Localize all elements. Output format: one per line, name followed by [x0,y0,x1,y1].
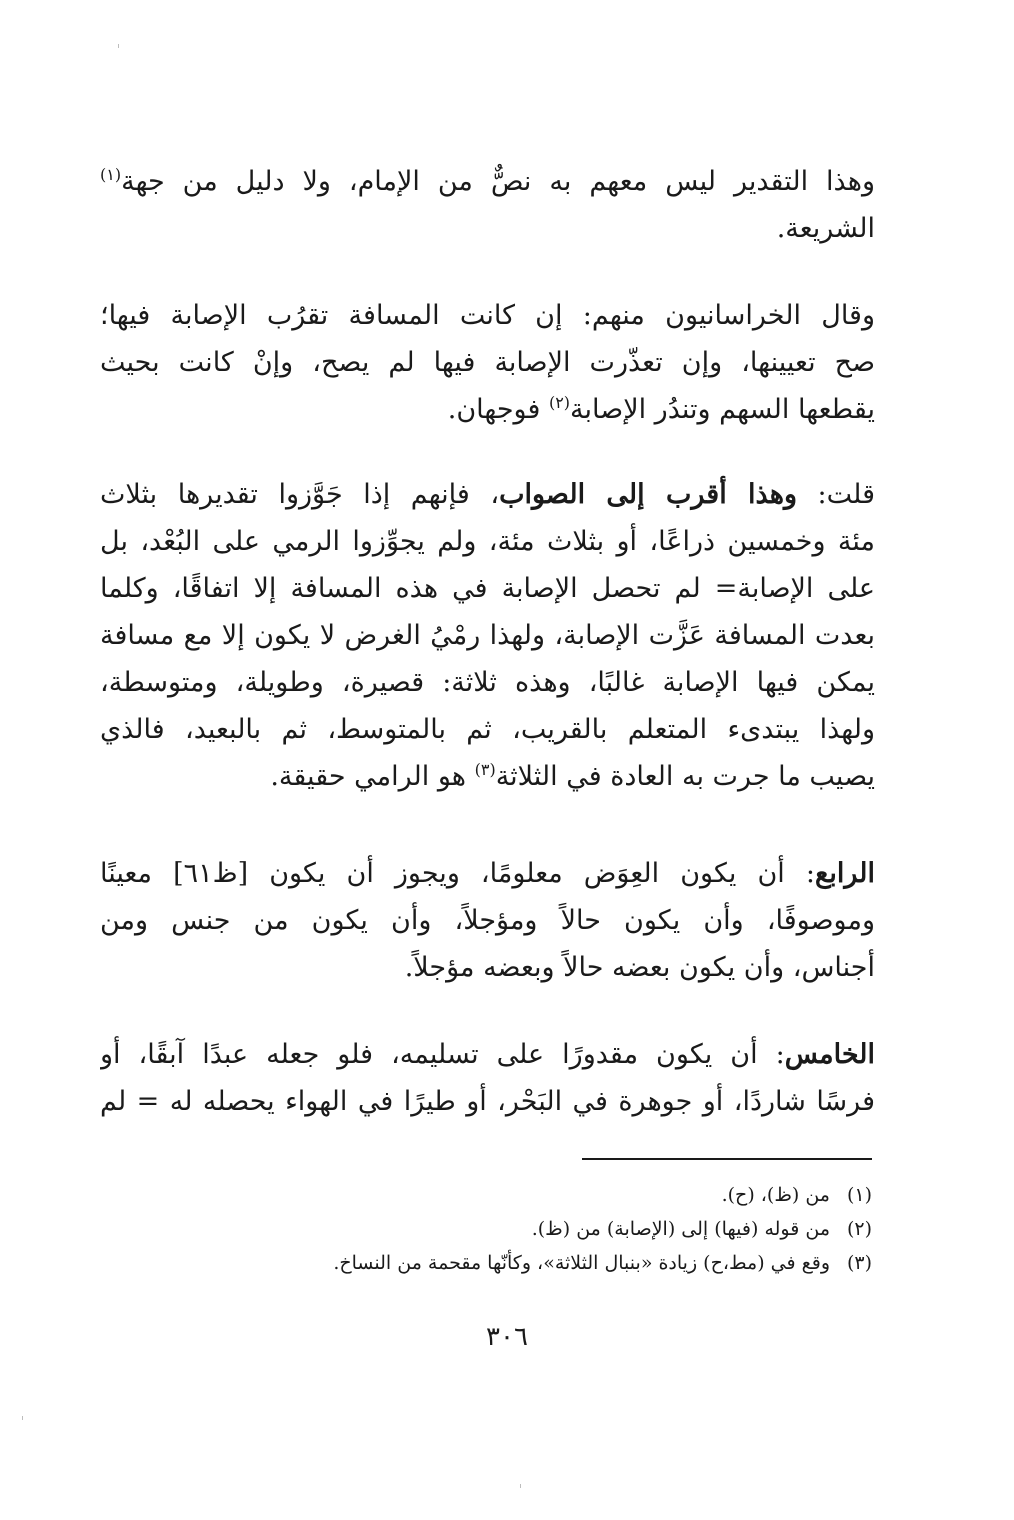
bold-phrase: وهذا أقرب إلى الصواب [499,479,798,510]
text-line: يقطعها السهم وتندُر الإصابة$^{(٢)}$ فوجهان. [447,393,875,425]
text-line: فرسًا شاردًا، أو جوهرة في البَحْر، أو طيرًا في الهواء يحصله له = لم [100,1086,875,1117]
section-heading-fifth: الخامس [784,1039,875,1070]
text-line: وموصوفًا، وأن يكون حالاً ومؤجلاً، وأن يكون من جنس ومن [100,905,875,936]
footnote-text: وقع في (مط،ح) زيادة «بنبال الثلاثة»، وكأنّها مقحمة من النساخ. [333,1252,830,1274]
text-line: وقال الخراسانيون منهم: إن كانت المسافة تقرُب الإصابة فيها؛ [100,300,875,331]
text-line: وهذا التقدير ليس معهم به نصٌّ من الإمام، ولا دليل من جهة$^{(١)}$ [100,165,875,197]
text-line: يمكن فيها الإصابة غالبًا، وهذه ثلاثة: قصيرة، وطويلة، ومتوسطة، [100,667,875,698]
section-heading-fourth: الرابع [814,858,875,889]
footnote-2 [172,1212,872,1246]
text-line: أجناس، وأن يكون بعضه حالاً وبعضه مؤجلاً. [404,952,875,983]
paragraph-2 [100,292,875,433]
footnote-number: (١) [846,1184,872,1206]
footnote-text: من (ظ)، (ح). [721,1184,830,1206]
scan-speck [118,44,119,48]
text-line: ولهذا يبتدىء المتعلم بالقريب، ثم بالمتوسط، ثم بالبعيد، فالذي [100,714,875,745]
text-line: الخامس: أن يكون مقدورًا على تسليمه، فلو جعله عبدًا آبقًا، أو [100,1039,875,1070]
page-number: ٣٠٦ [486,1322,528,1352]
text-line: الرابع: أن يكون العِوَض معلومًا، ويجوز أن يكون [ظ٦١] معينًا [100,858,875,889]
text-line: مئة وخمسين ذراعًا، أو بثلاث مئة، ولم يجوِّزوا الرمي على البُعْد، بل [100,526,875,557]
footnote-ref-3[interactable]: (٣) [474,760,496,779]
scan-speck [22,1416,23,1420]
footnote-1 [172,1178,872,1212]
paragraph-5 [100,1031,875,1125]
footnote-number: (٣) [846,1252,872,1274]
text-line: الشريعة. [776,213,875,244]
text-line: على الإصابة= لم تحصل الإصابة في هذه المسافة إلا اتفاقًا، وكلما [100,573,875,604]
text-line: قلت: وهذا أقرب إلى الصواب، فإنهم إذا جَوَّزوا تقديرها بثلاث [100,479,875,510]
footnote-text: من قوله (فيها) إلى (الإصابة) من (ظ). [531,1218,830,1240]
paragraph-4 [100,850,875,991]
footnote-ref-2[interactable]: (٢) [548,393,571,412]
footnotes [172,1178,872,1280]
footnote-number: (٢) [846,1218,872,1240]
footnote-ref-1[interactable]: (١) [100,165,122,184]
paragraph-1 [100,158,875,252]
scan-speck [520,1484,521,1488]
paragraph-3 [100,471,875,800]
text-line: بعدت المسافة عَزَّت الإصابة، ولهذا رمْيُ الغرض لا يكون إلا مع مسافة [100,620,875,651]
footnote-3 [172,1246,872,1280]
text-line: صح تعيينها، وإن تعذّرت الإصابة فيها لم يصح، وإنْ كانت بحيث [100,347,875,378]
text-line: يصيب ما جرت به العادة في الثلاثة$^{(٣)}$ هو الرامي حقيقة. [270,760,875,792]
footnote-divider [582,1158,872,1160]
